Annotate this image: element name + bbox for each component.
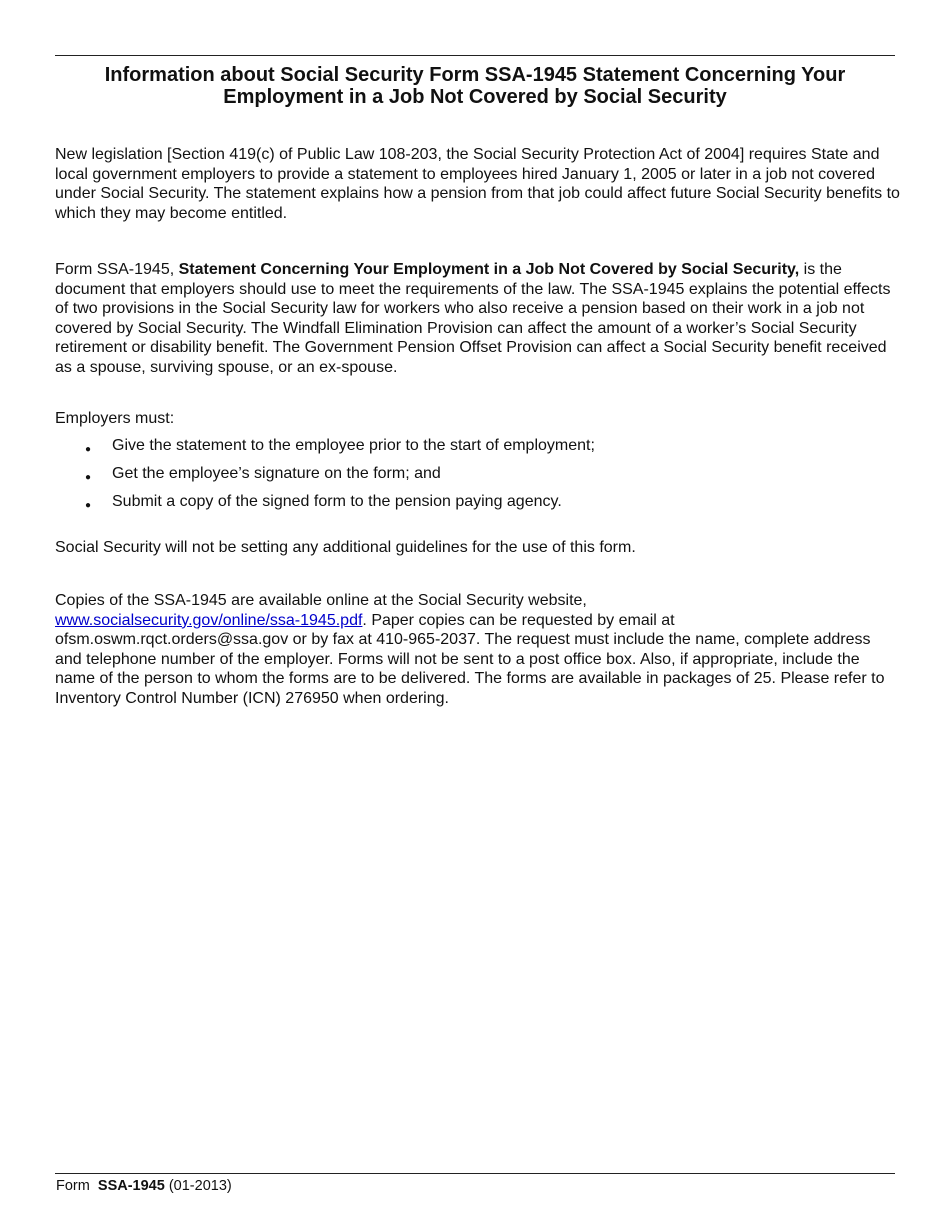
form-description-bold-title: Statement Concerning Your Employment in a Job Not Covered by Social Security, — [178, 261, 800, 278]
list-item — [55, 436, 895, 464]
employers-heading: Employers must: — [55, 410, 175, 427]
guidelines-paragraph: Social Security will not be setting any additional guidelines for the use of this form. — [55, 539, 636, 556]
list-item — [55, 492, 895, 520]
list-item-text: Give the statement to the employee prior to the start of employment; — [112, 437, 595, 454]
bullet-icon: ● — [85, 472, 92, 483]
copies-paragraph — [55, 591, 900, 709]
list-item-text: Get the employee’s signature on the form; and — [112, 465, 441, 482]
footer-form-number: SSA-1945 — [97, 1178, 165, 1194]
footer-edition: (01-2013) — [168, 1178, 232, 1194]
form-description-paragraph — [55, 260, 900, 378]
form-description-text: is the document that employers should use to meet the requirements of the law. The SSA-1945 explains the potential effects of two provisions in the Social Security law for workers who also receive a pension based on their work in a job not covered by Social Security. The Windfall Elimination Provision can affect the amount of a worker’s Social Security retirement or disability benefit. The Government Pension Offset Provision can affect a Social Security benefit received as a spouse, surviving spouse, or an ex-spouse. — [55, 261, 891, 376]
employers-list — [55, 436, 895, 520]
copies-intro: Copies of the SSA-1945 are available online at the Social Security website, — [55, 592, 587, 609]
form-footer — [56, 1177, 232, 1195]
list-item-text: Submit a copy of the signed form to the pension paying agency. — [112, 493, 562, 510]
bullet-icon: ● — [85, 444, 92, 455]
form-description-prefix: Form SSA-1945, — [55, 261, 179, 278]
top-rule — [55, 55, 895, 56]
page-title — [55, 64, 895, 108]
title-line-2: Employment in a Job Not Covered by Social Security — [223, 86, 727, 108]
ssa-1945-pdf-link[interactable]: www.socialsecurity.gov/online/ssa-1945.pdf — [55, 611, 363, 629]
title-line-1: Information about Social Security Form SSA-1945 Statement Concerning Your — [104, 64, 846, 86]
footer-rule — [55, 1173, 895, 1174]
copies-text: . Paper copies can be requested by email at ofsm.oswm.rqct.orders@ssa.gov or by fax at 410-965-2037. The request must include the name, complete address and telephone number of the employer. Forms will not be sent to a post office box. Also, if appropriate, include the name of the person to whom the forms are to be delivered. The forms are available in packages of 25. Please refer to Inventory Control Number (ICN) 276950 when ordering. — [55, 611, 885, 707]
list-item — [55, 464, 895, 492]
intro-paragraph: New legislation [Section 419(c) of Public Law 108-203, the Social Security Protection Act of 2004] requires State and local government employers to provide a statement to employees hired January 1, 2005 or later in a job not covered under Social Security. The statement explains how a pension from that job could affect future Social Security benefits to which they may become entitled. — [55, 146, 900, 222]
bullet-icon: ● — [85, 500, 92, 511]
footer-form-label: Form — [56, 1178, 90, 1194]
